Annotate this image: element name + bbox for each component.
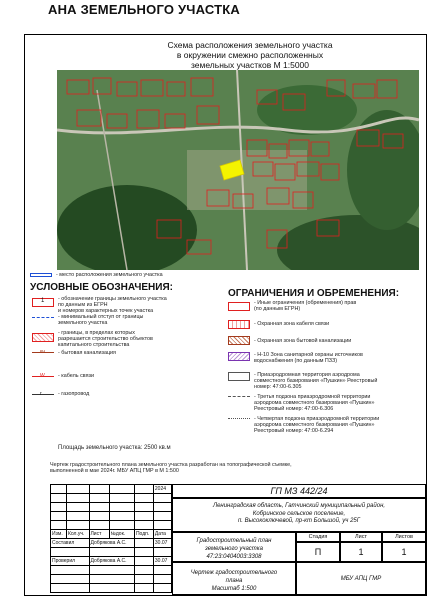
other-restriction-icon [228, 302, 250, 311]
stamp-doc-code: ГП МЗ 442/24 [172, 484, 426, 498]
parcel-area: Площадь земельного участка: 2500 кв.м [58, 445, 171, 451]
restriction-sanitary-zone: - Н-10 Зона санитарной охраны источников водоснабжения (по данным ПЗЗ) [254, 352, 363, 364]
restriction-airfield: - Приаэродромная территория аэродрома совместного базирования «Пушкин» Реестровый номер: 47:00-6.305 [254, 372, 378, 390]
legend-item-parcel-boundary: - обозначение границы земельного участка по данным из ЕГРН и номеров характерных точек участка [58, 296, 167, 314]
stage-label: Стадия [296, 532, 340, 542]
restrictions-title: ОГРАНИЧЕНИЯ И ОБРЕМЕНЕНИЯ: [228, 288, 400, 299]
legend-item-build-zone: - границы, в пределах которых разрешается строительство объектов капитального строительства [58, 330, 153, 348]
restriction-cable-zone: - Охранная зона кабеля связи [254, 321, 330, 327]
stage-value: П [296, 542, 340, 562]
map-title [110, 40, 390, 70]
page-title: АНА ЗЕМЕЛЬНОГО УЧАСТКА [48, 2, 240, 17]
legend-item-setback: - минимальный отступ от границы земельного участка [58, 314, 144, 326]
site-location-label: - место расположения земельного участка [56, 272, 163, 278]
legend-title: УСЛОВНЫЕ ОБОЗНАЧЕНИЯ: [30, 282, 173, 293]
map-title-line: в окружении смежно расположенных [176, 50, 324, 60]
sheet-value: 1 [340, 542, 382, 562]
build-zone-icon [32, 333, 54, 342]
legend-item-sewer: - бытовая канализация [58, 350, 116, 356]
revision-grid: 2024 Изм. Кол.уч. Лист №док. Подп. Дата Составил Добрякова А.С. 30.07 Проверил Добрякова А.С. 30.07 [50, 484, 172, 593]
legend-item-comm-cable: - кабель связи [58, 373, 94, 379]
restriction-subzone-3: - Третья подзона приаэродромной территории аэродрома совместного базирования «Пушкин» Реестровый номер: 47:00-6.306 [254, 394, 375, 412]
stamp-plan-title: Градостроительный план земельного участка 47:23:0404003:3308 [172, 532, 296, 562]
sheets-value: 1 [382, 542, 426, 562]
legend-item-gas: - газопровод [58, 391, 90, 397]
airfield-zone-icon [228, 372, 250, 381]
restriction-sewer-zone: - Охранная зона бытовой канализации [254, 338, 352, 344]
site-location-swatch [30, 273, 52, 277]
sanitary-zone-icon [228, 352, 250, 361]
restriction-other: - Иные ограничения (обременения) прав (по данным ЕГРН) [254, 300, 357, 312]
parcel-boundary-icon: 1 [32, 298, 54, 307]
map-title-line: земельных участков М 1:5000 [190, 60, 310, 70]
stamp-address: Ленинградская область, Гатчинский муниципальный район, Кобринское сельское поселение, п. Высокоключевой, пр-кт Большой, уч 25Г [172, 498, 426, 532]
survey-note: Чертеж градостроительного плана земельного участка разработан на топографической съемке, выполненной в мае 2024г. МБУ АПЦ ГМР в М 1:500 [50, 462, 292, 474]
stamp-organization: МБУ АПЦ ГМР [296, 562, 426, 595]
map-title-line: Схема расположения земельного участка [167, 40, 333, 50]
comm-cable-icon: W [32, 376, 54, 385]
stamp-drawing-title: Чертеж градостроительного плана Масштаб 1:500 [172, 562, 296, 595]
cable-zone-icon [228, 320, 250, 329]
sewer-zone-icon [228, 336, 250, 345]
sewer-line-icon: кн [32, 352, 54, 361]
location-map [57, 70, 419, 270]
restriction-subzone-4: - Четвертая подзона приаэродромной территории аэродрома совместного базирования «Пушкин» Реестровый номер: 47:00-6.294 [254, 416, 380, 434]
subzone-4-icon [228, 418, 250, 427]
subzone-3-icon [228, 396, 250, 405]
gas-pipe-icon: г [32, 394, 54, 403]
satellite-map-image [57, 70, 419, 270]
sheets-label: Листов [382, 532, 426, 542]
sheet-label: Лист [340, 532, 382, 542]
setback-line-icon [32, 317, 54, 326]
